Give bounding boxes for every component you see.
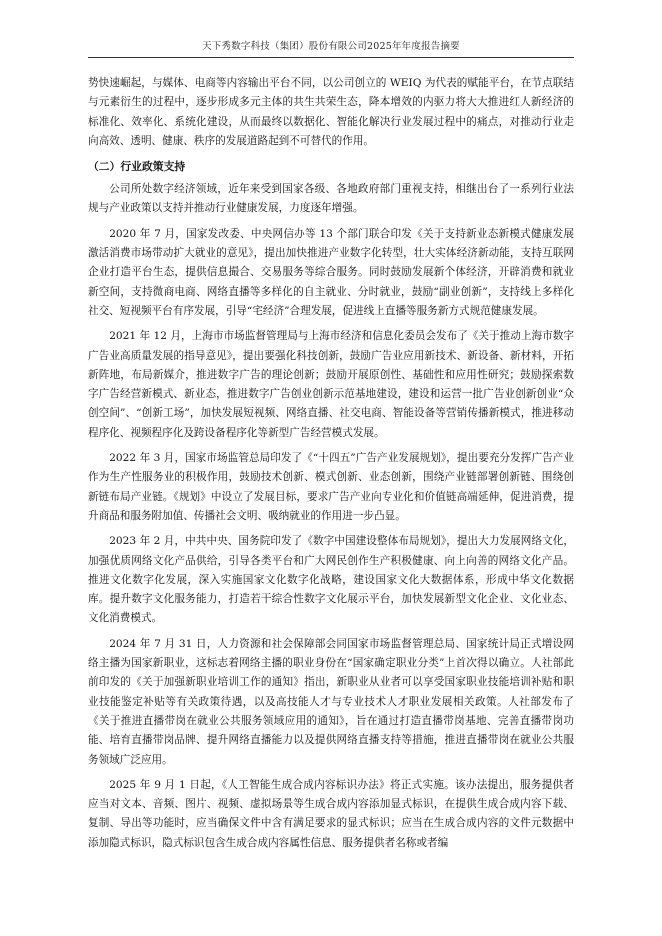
paragraph-2025-09: 2025 年 9 月 1 日起，《人工智能生成合成内容标识办法》将正式实施。该办法提出，服务提供者应当对文本、音频、图片、视频、虚拟场景等生成合成内容添加显式标识，在提供生成合成内容下载、复制、导出等功能时，应当确保文件中含有满足要求的显式标识；应当在生成合成内容的文件元数据中添加隐式标识，隐式标识包含生成合成内容属性信息、服务提供者名称或者编: [88, 778, 574, 849]
paragraph-2021-12: 2021 年 12 月，上海市市场监督管理局与上海市经济和信息化委员会发布了《关于推动上海市数字广告业高质量发展的指导意见》，提出要强化科技创新，鼓励广告业应用新技术、新设备、新材料，开拓新阵地，布局新媒介，推进数字广告的理论创新；鼓励开展原创性、基础性和应用性研究；鼓励探索数字广告经营新模式、新业态，推进数字广告创业创新示范基地建设，建设和运营一批广告业创新创业“众创空间”、“创新工场”，加快发展短视频、网络直播、社交电商、智能设备等营销传播新模式，推进移动程序化、视频程序化及跨设备程序化等新型广告经营模式发展。: [88, 330, 574, 439]
paragraph-2020-07: 2020 年 7 月，国家发改委、中央网信办等 13 个部门联合印发《关于支持新业态新模式健康发展激活消费市场带动扩大就业的意见》，提出加快推进产业数字化转型，壮大实体经济新动能，支持互联网企业打造平台生态，提供信息撮合、交易服务等综合服务。同时鼓励发展新个体经济，开辟消费和就业新空间，支持微商电商、网络直播等多样化的自主就业、分时就业，鼓励“副业创新”，支持线上多样化社交、短视频平台有序发展，引导“宅经济”合理发展，促进线上直播等服务新方式规范健康发展。: [88, 227, 574, 317]
paragraph-2024-07: 2024 年 7 月 31 日，人力资源和社会保障部会同国家市场监督管理总局、国家统计局正式增设网络主播为国家新职业，这标志着网络主播的职业身份在“国家确定职业分类”上首次得以确立。人社部此前印发的《关于加强新职业培训工作的通知》指出，新职业从业者可以享受国家职业技能培训补贴和职业技能鉴定补贴等有关政策待遇，以及高技能人才与专业技术人才职业发展相关政策。人社部发布了《关于推进直播带岗在就业公共服务领域应用的通知》，旨在通过打造直播带岗基地、完善直播带岗功能、培育直播带岗品牌、提升网络直播能力以及提供网络直播支持等措施，推进直播带岗在就业公共服务领域广泛应用。: [88, 637, 574, 766]
header-divider: [88, 57, 574, 58]
page-header-title: 天下秀数字科技（集团）股份有限公司2025年年度报告摘要: [202, 41, 460, 52]
paragraph-policy-overview: 公司所处数字经济领域，近年来受到国家各级、各地政府部门重视支持，相继出台了一系列行业法规与产业政策以支持并推动行业健康发展，力度逐年增强。: [88, 183, 574, 215]
paragraph-2023-02: 2023 年 2 月，中共中央、国务院印发了《数字中国建设整体布局规划》，提出大力发展网络文化，加强优质网络文化产品供给，引导各类平台和广大网民创作生产积极健康、向上向善的网络文化产品。推进文化数字化发展，深入实施国家文化数字化战略，建设国家文化大数据体系，形成中华文化数据库。提升数字文化服务能力，打造若干综合性数字文化展示平台，加快发展新型文化企业、文化业态、文化消费模式。: [88, 535, 574, 625]
document-body: [88, 74, 574, 859]
intro-paragraph: 势快速崛起，与媒体、电商等内容输出平台不同，以公司创立的 WEIQ 为代表的赋能平台，在节点联结与元素衍生的过程中，逐步形成多元主体的共生共荣生态，降本增效的内驱力将大大推进红人新经济的标准化、效率化、系统化建设，从而最终以数据化、智能化解决行业发展过程中的痛点，对推动行业走向高效、透明、健康、秩序的发展道路起到不可替代的作用。: [88, 77, 574, 147]
section-heading: （二）行业政策支持: [88, 160, 186, 174]
paragraph-2022-03: 2022 年 3 月，国家市场监管总局印发了《“十四五”广告产业发展规划》，提出要充分发挥广告产业作为生产性服务业的积极作用，鼓励技术创新、模式创新、业态创新，围绕产业链部署创新链、围绕创新链布局产业链。《规划》中设立了发展目标，要求广告产业向专业化和价值链高端延伸，促进消费，提升商品和服务附加值、传播社会文明、吸纳就业的作用进一步凸显。: [88, 452, 574, 522]
